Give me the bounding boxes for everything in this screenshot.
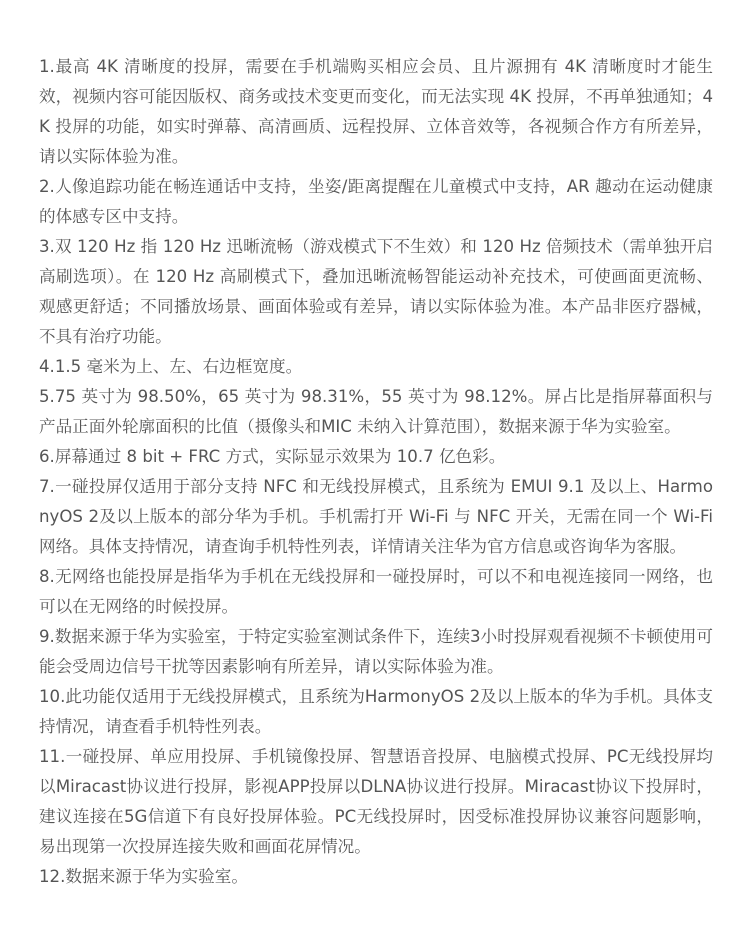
footnote-2: 2.人像追踪功能在畅连通话中支持，坐姿/距离提醒在儿童模式中支持，AR 趣动在运动健康的体感专区中支持。 (39, 177, 713, 226)
footnote-1: 1.最高 4K 清晰度的投屏，需要在手机端购买相应会员、且片源拥有 4K 清晰度时才能生效，视频内容可能因版权、商务或技术变更而变化，而无法实现 4K 投屏，不再单独通知；4K 投屏的功能，如实时弹幕、高清画质、远程投屏、立体音效等，各视频合作方有所差异，请以实际体验为准。 (39, 57, 713, 166)
footnote-12: 12.数据来源于华为实验室。 (39, 867, 248, 886)
footnotes-list (39, 52, 713, 892)
footnote-10: 10.此功能仅适用于无线投屏模式，且系统为HarmonyOS 2及以上版本的华为手机。具体支持情况，请查看手机特性列表。 (39, 687, 713, 736)
footnote-6: 6.屏幕通过 8 bit + FRC 方式，实际显示效果为 10.7 亿色彩。 (39, 447, 506, 466)
footnote-9: 9.数据来源于华为实验室，于特定实验室测试条件下，连续3小时投屏观看视频不卡顿使用可能会受周边信号干扰等因素影响有所差异，请以实际体验为准。 (39, 627, 713, 676)
footnote-3: 3.双 120 Hz 指 120 Hz 迅晰流畅（游戏模式下不生效）和 120 Hz 倍频技术（需单独开启高刷选项）。在 120 Hz 高刷模式下，叠加迅晰流畅智能运动补充技术，可使画面更流畅、观感更舒适；不同播放场景、画面体验或有差异，请以实际体验为准。本产品非医疗器械，不具有治疗功能。 (39, 237, 713, 346)
footnote-8: 8.无网络也能投屏是指华为手机在无线投屏和一碰投屏时，可以不和电视连接同一网络，也可以在无网络的时候投屏。 (39, 567, 713, 616)
footnote-4: 4.1.5 毫米为上、左、右边框宽度。 (39, 357, 303, 376)
footnote-5: 5.75 英寸为 98.50%，65 英寸为 98.31%，55 英寸为 98.12%。屏占比是指屏幕面积与产品正面外轮廓面积的比值（摄像头和MIC 未纳入计算范围），数据来源于华为实验室。 (39, 387, 713, 436)
footnote-11: 11.一碰投屏、单应用投屏、手机镜像投屏、智慧语音投屏、电脑模式投屏、PC无线投屏均以Miracast协议进行投屏，影视APP投屏以DLNA协议进行投屏。Miracast协议下投屏时，建议连接在5G信道下有良好投屏体验。PC无线投屏时，因受标准投屏协议兼容问题影响，易出现第一次投屏连接失败和画面花屏情况。 (39, 747, 713, 856)
footnote-7: 7.一碰投屏仅适用于部分支持 NFC 和无线投屏模式，且系统为 EMUI 9.1 及以上、HarmonyOS 2及以上版本的部分华为手机。手机需打开 Wi-Fi 与 NFC 开关，无需在同一个 Wi-Fi 网络。具体支持情况，请查询手机特性列表，详情请关注华为官方信息或咨询华为客服。 (39, 477, 713, 556)
